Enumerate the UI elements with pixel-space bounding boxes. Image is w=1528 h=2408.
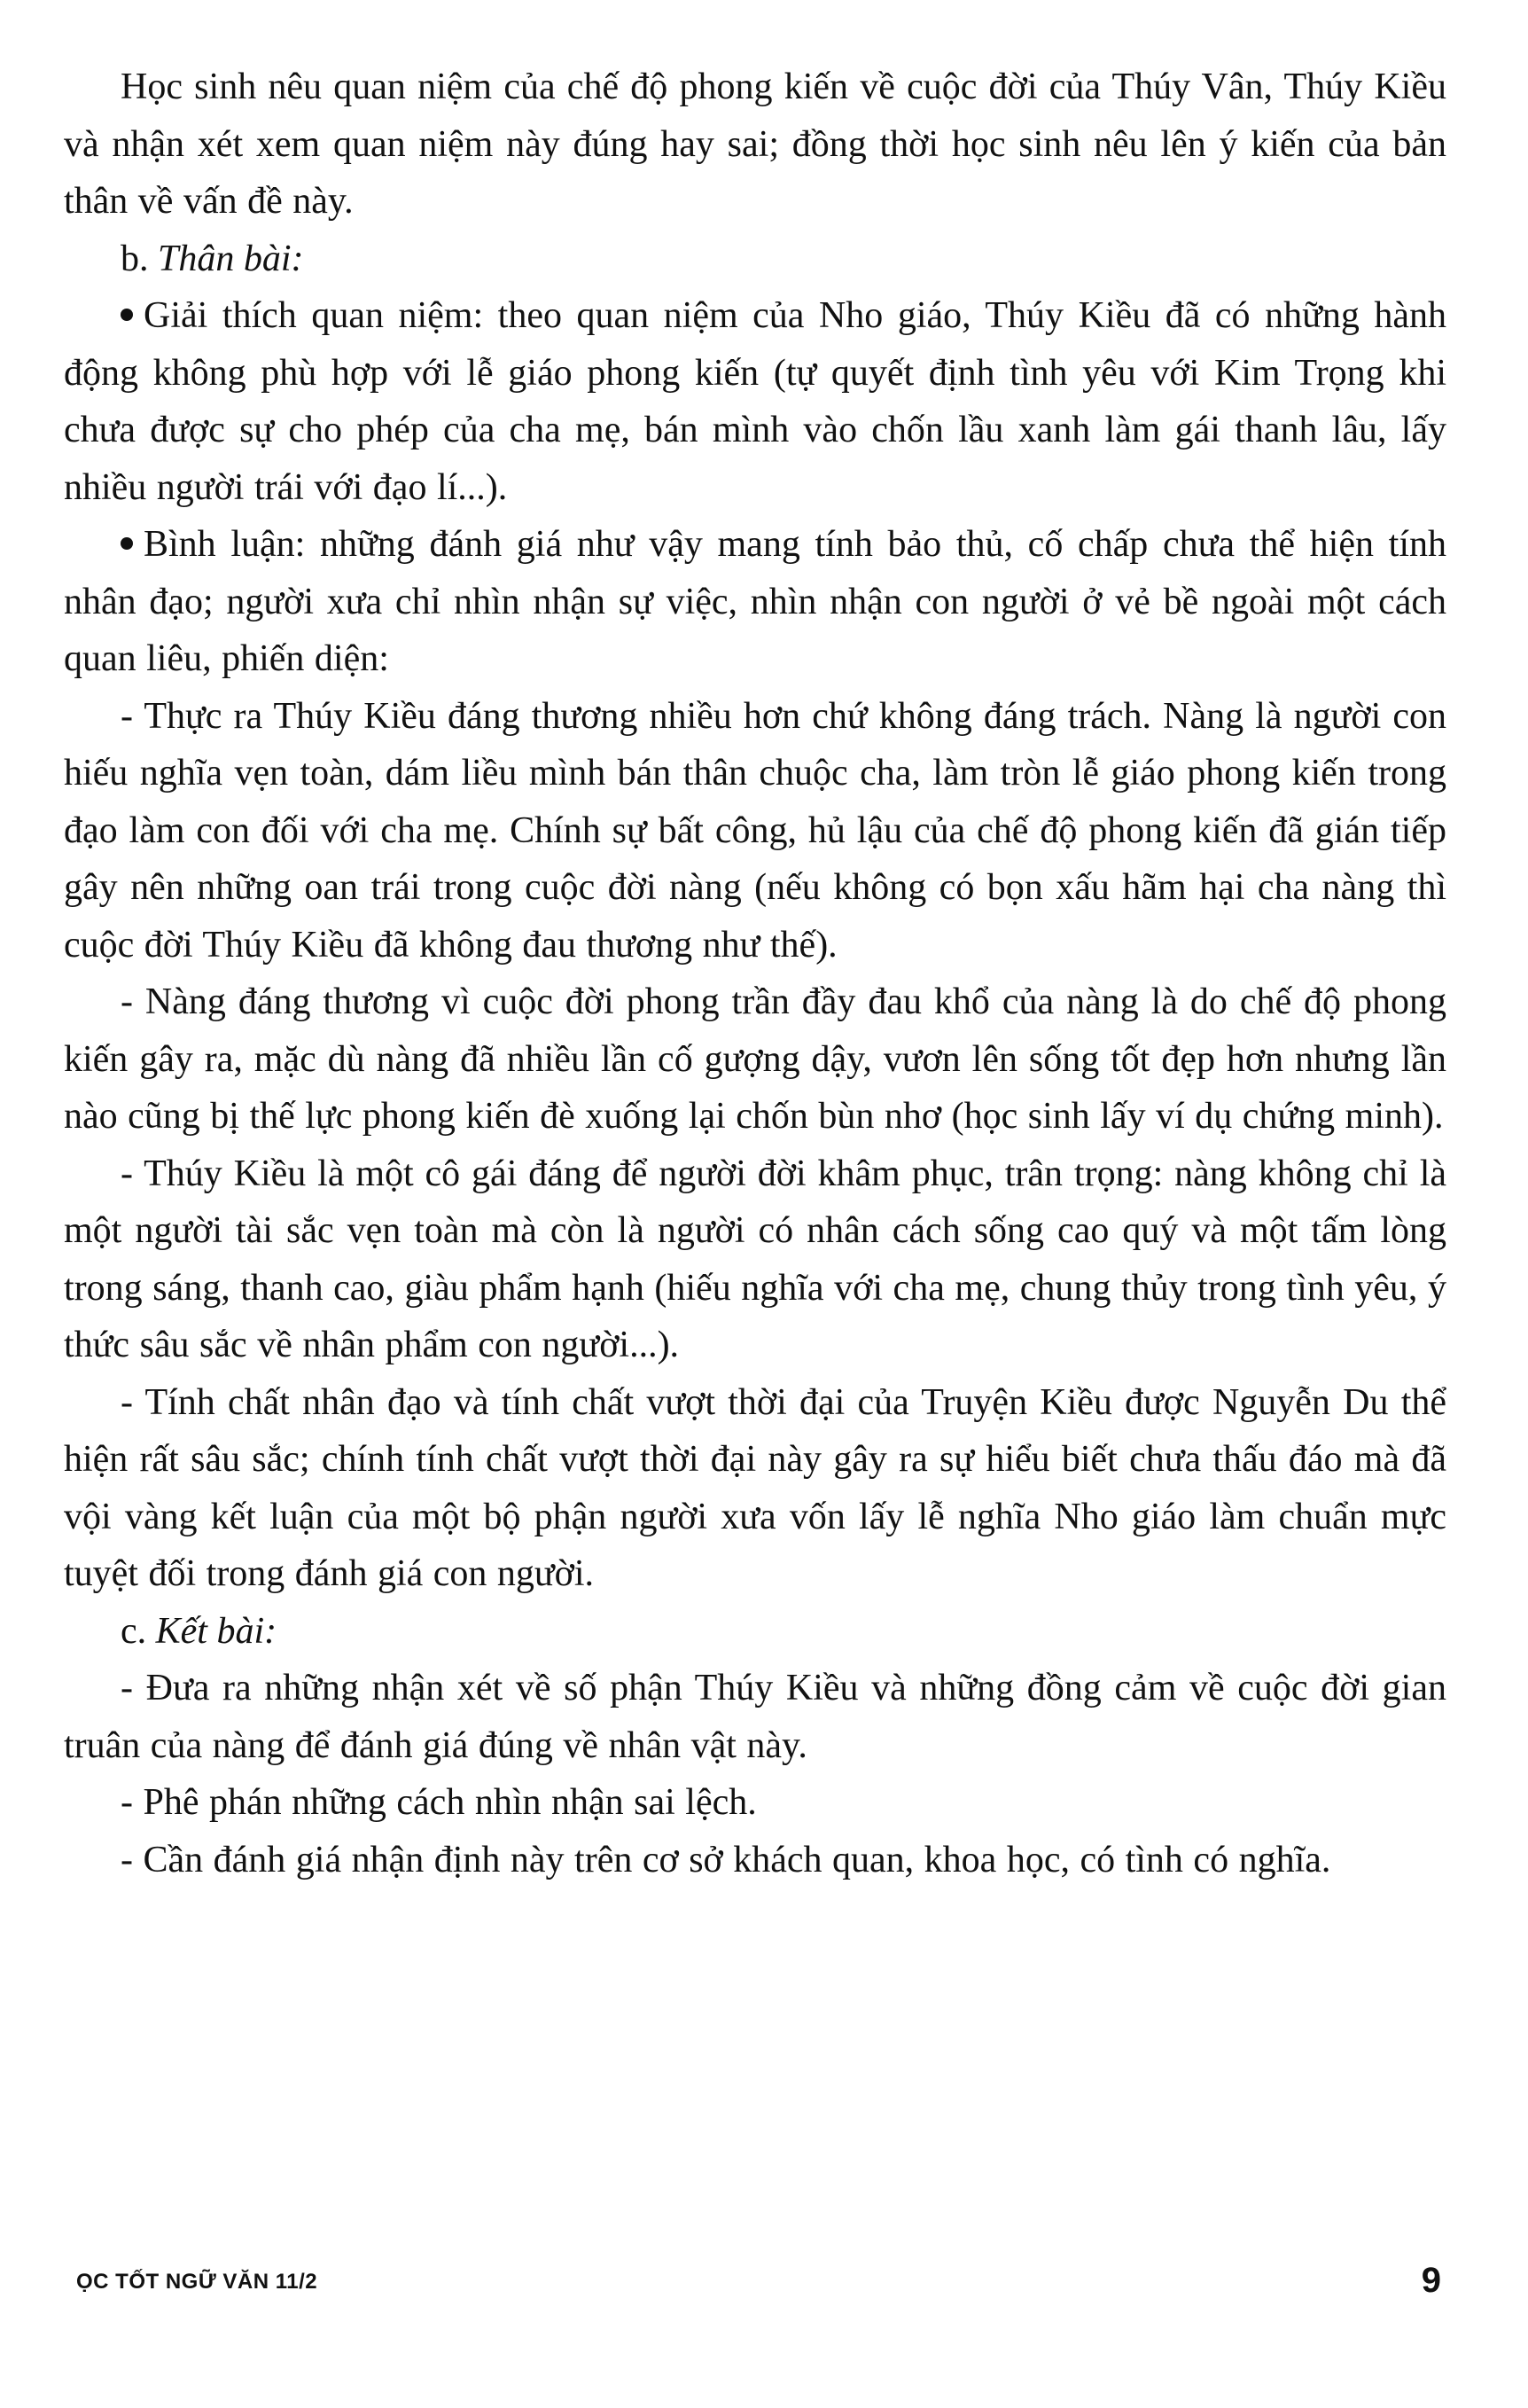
bullet-paragraph-explain bbox=[64, 287, 1446, 516]
bullet-text: Giải thích quan niệm: theo quan niệm của Nho giáo, Thúy Kiều đã có những hành động không phù hợp với lễ giáo phong kiến (tự quyết định tình yêu với Kim Trọng khi chưa được sự cho phép của cha mẹ, bán mình vào chốn lầu xanh làm gái thanh lâu, lấy nhiều người trái với đạo lí...). bbox=[64, 295, 1446, 508]
page-body bbox=[64, 59, 1446, 1888]
section-heading-than-bai bbox=[64, 231, 1446, 288]
bullet-paragraph-comment bbox=[64, 516, 1446, 688]
dash-paragraph-6: - Phê phán những cách nhìn nhận sai lệch. bbox=[121, 1782, 757, 1823]
dash-paragraph-5: - Đưa ra những nhận xét về số phận Thúy Kiều và những đồng cảm về cuộc đời gian truân của nàng để đánh giá đúng về nhân vật này. bbox=[64, 1668, 1446, 1766]
bullet-icon bbox=[121, 537, 133, 550]
dash-paragraph-2: - Nàng đáng thương vì cuộc đời phong trần đầy đau khổ của nàng là do chế độ phong kiến gây ra, mặc dù nàng đã nhiều lần cố gượng dậy, vươn lên sống tốt đẹp hơn nhưng lần nào cũng bị thế lực phong kiến đè xuống lại chốn bùn nhơ (học sinh lấy ví dụ chứng minh). bbox=[64, 981, 1446, 1137]
section-marker: c. bbox=[121, 1610, 147, 1652]
section-label: Kết bài: bbox=[155, 1610, 277, 1652]
bullet-icon bbox=[121, 309, 133, 321]
section-label: Thân bài: bbox=[158, 238, 304, 279]
page-number: 9 bbox=[1421, 2261, 1441, 2300]
footer-book-title: ỌC TỐT NGỮ VĂN 11/2 bbox=[76, 2270, 318, 2294]
section-heading-ket-bai bbox=[64, 1603, 1446, 1661]
section-marker: b. bbox=[121, 238, 149, 279]
bullet-text: Bình luận: những đánh giá như vậy mang tính bảo thủ, cố chấp chưa thể hiện tính nhân đạo; người xưa chỉ nhìn nhận sự việc, nhìn nhận con người ở vẻ bề ngoài một cách quan liêu, phiến diện: bbox=[64, 524, 1446, 679]
dash-paragraph-1: - Thực ra Thúy Kiều đáng thương nhiều hơn chứ không đáng trách. Nàng là người con hiếu nghĩa vẹn toàn, dám liều mình bán thân chuộc cha, làm tròn lễ giáo phong kiến trong đạo làm con đối với cha mẹ. Chính sự bất công, hủ lậu của chế độ phong kiến đã gián tiếp gây nên những oan trái trong cuộc đời nàng (nếu không có bọn xấu hãm hại cha nàng thì cuộc đời Thúy Kiều đã không đau thương như thế). bbox=[64, 695, 1446, 966]
dash-paragraph-7: - Cần đánh giá nhận định này trên cơ sở khách quan, khoa học, có tình có nghĩa. bbox=[121, 1839, 1331, 1880]
dash-paragraph-4: - Tính chất nhân đạo và tính chất vượt thời đại của Truyện Kiều được Nguyễn Du thể hiện rất sâu sắc; chính tính chất vượt thời đại này gây ra sự hiểu biết chưa thấu đáo mà đã vội vàng kết luận của một bộ phận người xưa vốn lấy lễ nghĩa Nho giáo làm chuẩn mực tuyệt đối trong đánh giá con người. bbox=[64, 1381, 1446, 1594]
intro-paragraph: Học sinh nêu quan niệm của chế độ phong kiến về cuộc đời của Thúy Vân, Thúy Kiều và nhận xét xem quan niệm này đúng hay sai; đồng thời học sinh nêu lên ý kiến của bản thân về vấn đề này. bbox=[64, 66, 1446, 222]
dash-paragraph-3: - Thúy Kiều là một cô gái đáng để người đời khâm phục, trân trọng: nàng không chỉ là một người tài sắc vẹn toàn mà còn là người có nhân cách sống cao quý và một tấm lòng trong sáng, thanh cao, giàu phẩm hạnh (hiếu nghĩa với cha mẹ, chung thủy trong tình yêu, ý thức sâu sắc về nhân phẩm con người...). bbox=[64, 1153, 1446, 1365]
page-footer bbox=[76, 2261, 1441, 2305]
